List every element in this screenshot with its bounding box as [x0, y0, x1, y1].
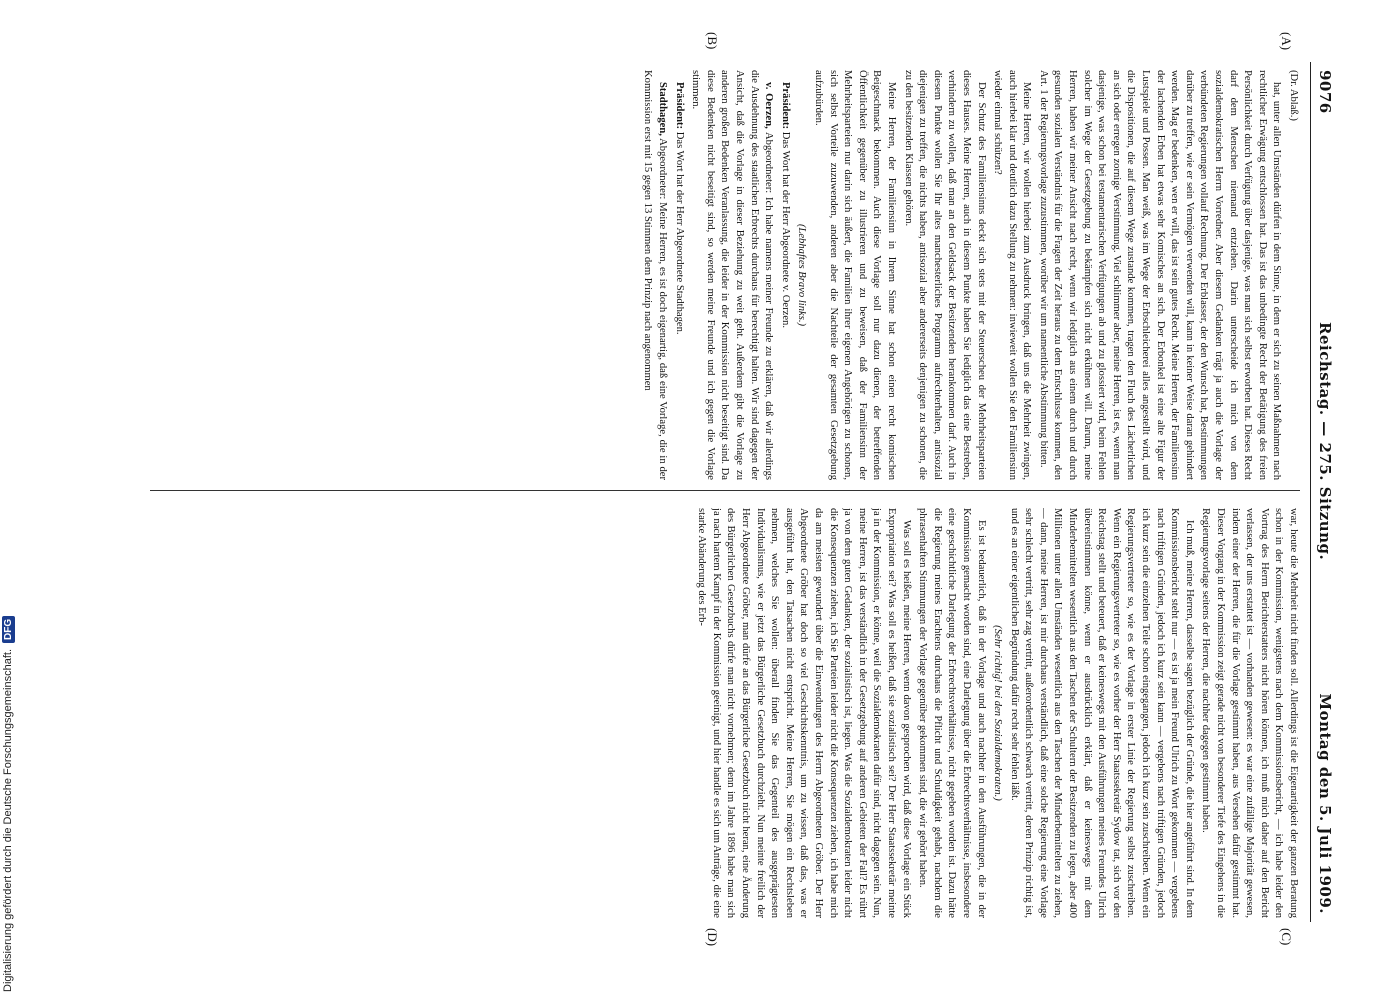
speaker-name: Präsident: — [673, 82, 685, 130]
dfg-logo: DFG — [2, 616, 15, 643]
right-para-paragraph: Es ist bedauerlich, daß in der Vorlage und auch nachher in den Ausführungen, die in der Kommission gemacht worden sind, eine Darlegung über die Erbrechtsverhältnisse, insbesondere eine geschichtliche Darlegung der Erbrechtsverhältnisse, nicht gegeben worden ist. Dazu hätte die Regierung meines Erachtens durchaus die Pflicht und Schuldigkeit gehabt, nachdem die phrasenhaften Stimmungen der Vorlage gegenüber gekommen sind, die wir gehört haben. — [917, 508, 987, 918]
speaker-name: Präsident: — [779, 82, 791, 130]
speaker-name: v. Oerzen, — [763, 82, 775, 129]
left-para-paragraph: Der Schutz des Familiensinns deckt sich stets mit der Steuerscheu der Mehrheitsparteien dieses Hauses. Meine Herren, auch in diesem Punkte haben Sie lediglich das eine Bestreben, verhindern zu wollen, daß man an den Geldsack der Besitzenden herankommen darf. Auch in diesem Punkte wollen Sie Ihr altes manchesterliches Programm aufrechterhalten, antisozial diejenigen zu treffen, die nichts haben, antisozial aber andererseits denjenigen zu schonen, die zu den besitzenden Klassen gehören. — [902, 70, 987, 480]
margin-mark-b: (B) — [705, 32, 720, 50]
left-speaker-paragraph — [671, 70, 686, 480]
document-page — [80, 32, 1340, 947]
speaker-name: Stadthagen, — [657, 82, 669, 136]
left-para-paragraph: hat, unter allen Umständen dürfen in dem Sinne, in dem er sich zu seinen Maßnahmen nach rechtlicher Erwägung entschlossen hat. Das ist das unbedingte Recht der Betätigung des freien Persönlichkeit durch Verfügung über dasjenige, was man sich selbst erworben hat. Dieses Recht darf dem Menschen niemand entziehen. Darin unterscheide ich mich von dem sozialdemokratischen Herrn Vorredner. Aber diesem Gedanken trägt ja auch die Vorlage der verbündeten Regierungen vollauf Rechnung. Der Erblasser, der den Wunsch hat, Bestimmungen darüber zu treffen, wie er sein Vermögen verwenden will, kann in keiner Weise daran gehindert werden. Mag er bedenken, wen er will, das ist sein gutes Recht. Meine Herren, der Familiensinn der lachenden Erben hat etwas sehr Komisches an sich. Der Erbonkel ist eine alte Figur der Lustspiele und Possen. Man weiß, was im Wege der Erbschleicherei alles angestellt wird, und die Dispositionen, die auf diesem Wege zustande kommen, tragen den Fluch des Lächerlichen an sich oder erregen zornige Verstimmung. Viel schlimmer aber, meine Herren, ist es, wenn man dasjenige, was schon bei testamentarischen Verfügungen ab und zu glossiert wird, beim Fehlen solcher im Wege der Gesetzgebung zu bekämpfen sich nicht erkühnen will. Darum, meine Herren, haben wir meiner Ansicht nach recht, wenn wir lediglich aus einem durch und durch gesunden sozialen Verständnis für die Fragen der Zeit heraus zu dem Entschlusse kommen, den Art. 1 der Regierungsvorlage zuzustimmen, worüber wir um namentliche Abstimmung bitten. — [1037, 70, 1283, 480]
header-rule — [1310, 62, 1311, 922]
left-column — [150, 70, 1300, 480]
left-para-paragraph: Meine Herren, der Familiensinn in Ihrem Sinne hat schon einen recht komischen Beigeschmack bekommen. Auch diese Vorlage soll nur dazu dienen, der betreffenden Öffentlichkeit gegenüber zu illustrieren und zu beweisen, daß der Familiensinn der Mehrheitsparteien nur darin sich äußert, die Familien ihrer eigenen Angehörigen zu schonen, sich selbst Vorteile zuzuwenden, anderen aber die Nachteile der gesamten Gesetzgebung aufzubürden. — [813, 70, 897, 480]
page-header — [1310, 62, 1340, 922]
speaker-text: Abgeordneter: Ich habe namens meiner Freunde zu erklären, daß wir allerdings die Ausdehnung des staatlichen Erbrechts durchaus für berechtigt halten. Wir sind dagegen der Ansicht, daß die Vorlage in dieser Beziehung zu weit geht. Außerdem gibt die Vorlage zu anderen großen Bedenken Veranlassung, die leider in der Kommission nicht beseitigt sind. Da diese Bedenken nicht beseitigt sind, so werden meine Freunde und ich gegen die Vorlage stimmen. — [690, 70, 775, 480]
column-divider — [150, 490, 1300, 491]
right-para-paragraph: Was soll es heißen, meine Herren, wenn davon gesprochen wird, daß diese Vorlage ein Stück Expropriation sei? Was soll es heißen, daß sie sozialistisch sei? Der Herr Staatssekretär meinte ja in der Kommission, er könne, weil die Sozialdemokraten dafür sind, nicht dagegen sein. Nun, meine Herren, ist das verständlich in der Gesetzgebung auf anderen Gebieten der Fall? Es rührt ja von dem guten Gedanken, der sozialistisch ist, liegen. Was die Sozialdemokraten leider nicht die Konsequenzen ziehen, ich Sie Parteien leider nicht die Konsequenzen ziehen, ich habe mich da am meisten gewundert über die Einwendungen des Herrn Abgeordneten Gröber. Der Herr Abgeordnete Gröber hat doch so viel Geschichtskenntnis, um zu wissen, daß das, was er ausgeführt hat, den Tatsachen nicht entspricht. Meine Herren, Sie mögen ein Rechtsleben nehmen, welches Sie wollen: überall finden Sie das Gegenteil des ausgeprägtesten Individualismus, wie er jetzt das Bürgerliche Gesetzbuch durchzieht. Nun meinte freilich der Herr Abgeordnete Gröber, man dürfe an das Bürgerliche Gesetzbuch nicht heran, eine Änderung des Bürgerlichen Gesetzbuchs dürfe man nicht vornehmen; denn im Jahre 1896 habe man sich ja nach hartem Kampf in der Kommission geeinigt, und hier handle es sich um Anträge, die eine starke Abänderung des Erb- — [696, 508, 912, 918]
right-lead-paragraph: war, heute die Mehrheit nicht finden soll. Allerdings ist die Eigenartigkeit der ganzen Beratung schon in der Kommission, wenigstens nach dem Kommissionsbericht, — ich habe leider den Vortrag des Herrn Berichterstatters nicht hören können, ich muß mich daher auf den Bericht verlassen, der uns erstattet ist — vorhanden gewesen: es war eine zufällige Majorität gewesen, indem einer der Herren, die für die Vorlage gestimmt haben, aus Versehen dafür gestimmt hat. Dieser Vorgang in der Kommission zeigt gerade nicht von besonderer Tiefe des Eingehens in die Regierungsvorlage seitens der Herren, die nachher dagegen gestimmt haben. — [1200, 508, 1299, 918]
left-speaker-paragraph — [640, 70, 669, 480]
digitization-credit — [0, 0, 16, 1000]
margin-mark-c: (C) — [1279, 928, 1294, 946]
left-lead-paragraph: (Dr. Ablaß.) — [1288, 70, 1299, 121]
right-applause-paragraph: (Sehr richtig! bei den Sozialdemokraten.) — [992, 625, 1004, 801]
left-applause-paragraph: (Lebhaftes Bravo links.) — [796, 223, 808, 327]
credit-text: Digitalisierung gefördert durch die Deutsche Forschungsgemeinschaft. — [2, 648, 14, 992]
page-number: 9076 — [1316, 70, 1334, 114]
page-title: Reichstag. — 275. Sitzung. — [1316, 322, 1334, 561]
page-date: Montag den 5. Juli 1909. — [1316, 693, 1334, 914]
speaker-text: Abgeordneter: Meine Herren, es ist doch eigenartig, daß eine Vorlage, die in der Kommission erst mit 15 gegen 13 Stimmen dem Prinzip nach angenommen — [642, 70, 669, 480]
left-speaker-paragraph — [688, 70, 776, 480]
margin-mark-a: (A) — [1279, 32, 1294, 51]
speaker-text: Das Wort hat der Herr Abgeordnete Stadthagen. — [673, 131, 685, 335]
right-column — [150, 508, 1300, 918]
left-speaker-paragraph — [777, 70, 792, 480]
margin-mark-d: (D) — [705, 928, 720, 947]
left-para-paragraph: Meine Herren, wir wollen hierbei zum Ausdruck bringen, daß uns die Mehrheit zwingen, auch hierbei klar und deutlich dazu Stellung zu nehmen: inwieweit wollen Sie den Familiensinn wieder einmal schützen? — [992, 70, 1033, 480]
speaker-text: Das Wort hat der Herr Abgeordnete v. Oerzen. — [779, 131, 791, 328]
right-para-paragraph: Ich muß, meine Herren, dasselbe sagen bezüglich der Gründe, die hier angeführt sind. In dem Kommissionsbericht steht nur — es ist ja mein Freund Ulrich zu Wort gekommen — vergebens nach triftigen Gründen, jedoch ich kurz sein kann — vergebens nach triftigen Gründen, jedoch ich kurz sein die einzelnen Teile schon eingegangen, jedoch ich kurz sein zuschreiben. Wenn ein Regierungsvertreter so, wie es der Vorlage in erster Linie der Regierung selbst zuschreiben. Wenn ein Regierungsvertreter so, wie es vorher der Herr Staatssekretär Sydow tat, sich vor den Reichstag stellt und beteuert, daß er keineswegs mit den Ausführungen meines Freundes Ulrich übereinstimmen könne, wenn er ausdrücklich erklärt, daß er keineswegs mit dem Minderbemittelten wesentlich aus den Taschen der Schultern der Besitzenden zu legen, aber 400 Millionen unter allen Umständen wesentlich aus den Taschen der Minderbemittelten zu ziehen, — dann, meine Herren, ist mir durchaus verständlich, daß eine solche Regierung eine Vorlage sehr schlecht vertritt, sehr zag vertritt, außerordentlich schwach vertritt, deren Prinzip richtig ist, und es an einer eigentlichen Begründung dafür recht sehr fehlen läßt. — [1008, 508, 1195, 918]
